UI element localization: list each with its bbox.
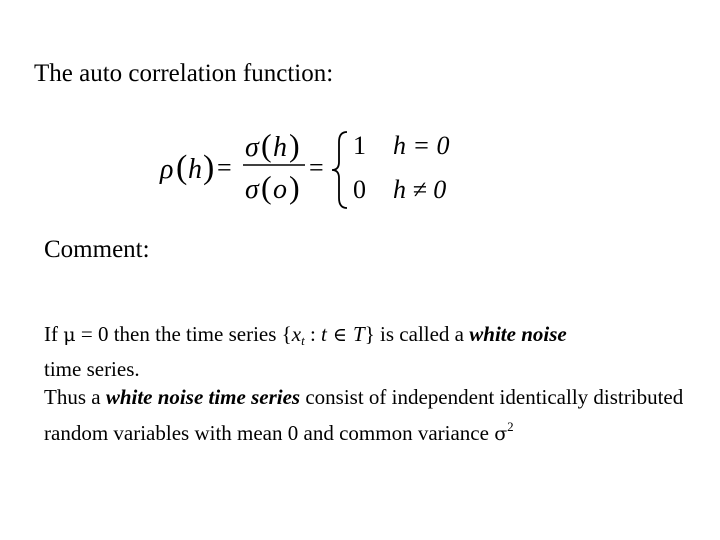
p1-if: If [44, 322, 64, 346]
p1-close: } is called a [364, 322, 470, 346]
formula-num-lparen: ( [261, 127, 272, 163]
mu-symbol: μ [63, 324, 76, 346]
comment-label: Comment: [44, 236, 150, 263]
p2-start: Thus a [44, 385, 106, 409]
cases-brace [332, 132, 347, 208]
p1-colon: : [304, 322, 322, 346]
case2-condition: h ≠ 0 [393, 175, 447, 204]
case1-value: 1 [353, 131, 366, 160]
white-noise-time-series-term: white noise time series [105, 385, 301, 409]
formula-lhs-arg: h [188, 154, 202, 185]
formula-rparen-1: ) [203, 149, 215, 186]
formula-num-arg: h [273, 132, 287, 163]
formula-den-sigma: σ [245, 174, 259, 205]
slide-heading: The auto correlation function: [34, 60, 334, 87]
formula-num-rparen: ) [289, 127, 300, 163]
case1-condition: h = 0 [393, 131, 450, 160]
formula-eq-1: = [217, 153, 232, 182]
formula-den-arg: o [273, 174, 287, 205]
formula-rho: ρ [160, 154, 174, 185]
formula-den-rparen: ) [289, 169, 300, 205]
p2-rest: consist of independent identically distributed random variables with mean 0 and common variance [44, 385, 684, 445]
formula-num-sigma: σ [245, 132, 259, 163]
p1-tail: time series. [44, 357, 140, 381]
white-noise-definition [44, 320, 684, 384]
t-subscript: t [301, 333, 305, 348]
x-var: x [291, 322, 302, 346]
formula-den-lparen: ( [261, 169, 272, 205]
formula-eq-2: = [309, 153, 324, 182]
formula-lparen-1: ( [176, 149, 188, 186]
T-set: T [353, 322, 365, 346]
t-var: t [321, 322, 327, 346]
white-noise-term: white noise [469, 322, 567, 346]
white-noise-explanation [44, 383, 684, 449]
element-of-symbol: ∈ [326, 324, 354, 346]
sigma-symbol: σ [494, 423, 508, 445]
case2-value: 0 [353, 175, 366, 204]
autocorrelation-formula [155, 118, 475, 218]
p1-eq-zero: = 0 then the time series { [75, 322, 292, 346]
squared-superscript: 2 [507, 419, 514, 434]
